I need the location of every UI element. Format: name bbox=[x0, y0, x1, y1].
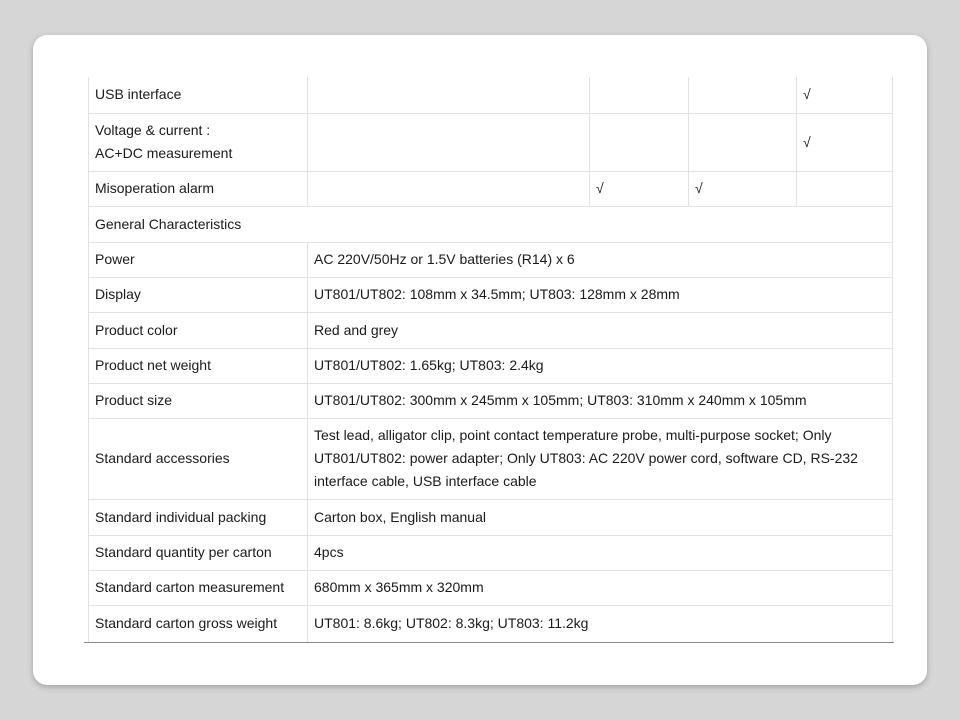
row-label: Product color bbox=[89, 312, 308, 348]
row-label: Standard carton gross weight bbox=[89, 605, 308, 642]
cell-model-d: √ bbox=[797, 113, 893, 171]
row-label: Misoperation alarm bbox=[89, 171, 308, 206]
table-row-carton-gross-weight bbox=[89, 605, 893, 642]
table-bottom-rule bbox=[84, 642, 894, 643]
row-label-line: Voltage & current : bbox=[95, 122, 211, 138]
row-value: AC 220V/50Hz or 1.5V batteries (R14) x 6 bbox=[308, 242, 893, 277]
table-row-voltage-current bbox=[89, 113, 893, 171]
row-value bbox=[308, 418, 893, 499]
section-header-row bbox=[89, 206, 893, 242]
row-value-line: Test lead, alligator clip, point contact temperature probe, multi-purpose socket; Only bbox=[314, 427, 832, 443]
row-value: 680mm x 365mm x 320mm bbox=[308, 570, 893, 605]
row-label: USB interface bbox=[89, 77, 308, 113]
cell-model-b bbox=[590, 77, 689, 113]
table-row-misoperation-alarm bbox=[89, 171, 893, 206]
cell-model-b bbox=[590, 113, 689, 171]
table-row-power bbox=[89, 242, 893, 277]
row-value: Carton box, English manual bbox=[308, 499, 893, 535]
spec-table bbox=[88, 77, 893, 643]
table-row-display bbox=[89, 277, 893, 312]
table-row-standard-accessories bbox=[89, 418, 893, 499]
row-label: Standard carton measurement bbox=[89, 570, 308, 605]
row-value-line: UT801/UT802: power adapter; Only UT803: AC 220V power cord, software CD, RS-232 bbox=[314, 450, 858, 466]
row-label bbox=[89, 113, 308, 171]
cell-model-d: √ bbox=[797, 77, 893, 113]
cell-model-c bbox=[689, 77, 797, 113]
row-value: Red and grey bbox=[308, 312, 893, 348]
row-label: Standard accessories bbox=[89, 418, 308, 499]
cell-model-d bbox=[797, 171, 893, 206]
table-row-product-size bbox=[89, 383, 893, 418]
row-value: UT801/UT802: 300mm x 245mm x 105mm; UT803: 310mm x 240mm x 105mm bbox=[308, 383, 893, 418]
cell-model-a bbox=[308, 113, 590, 171]
table-row-usb-interface bbox=[89, 77, 893, 113]
row-value: UT801/UT802: 108mm x 34.5mm; UT803: 128mm x 28mm bbox=[308, 277, 893, 312]
section-header: General Characteristics bbox=[89, 206, 893, 242]
cell-model-a bbox=[308, 77, 590, 113]
row-value-line: interface cable, USB interface cable bbox=[314, 473, 537, 489]
row-label-line: AC+DC measurement bbox=[95, 145, 233, 161]
table-row-individual-packing bbox=[89, 499, 893, 535]
row-value: UT801/UT802: 1.65kg; UT803: 2.4kg bbox=[308, 348, 893, 383]
row-label: Standard quantity per carton bbox=[89, 535, 308, 570]
slide-card bbox=[33, 35, 927, 685]
cell-model-b: √ bbox=[590, 171, 689, 206]
cell-model-c: √ bbox=[689, 171, 797, 206]
row-label: Display bbox=[89, 277, 308, 312]
row-label: Product net weight bbox=[89, 348, 308, 383]
cell-model-a bbox=[308, 171, 590, 206]
row-label: Power bbox=[89, 242, 308, 277]
table-row-product-color bbox=[89, 312, 893, 348]
row-value: 4pcs bbox=[308, 535, 893, 570]
table-row-carton-measurement bbox=[89, 570, 893, 605]
row-label: Standard individual packing bbox=[89, 499, 308, 535]
row-label: Product size bbox=[89, 383, 308, 418]
cell-model-c bbox=[689, 113, 797, 171]
table-row-net-weight bbox=[89, 348, 893, 383]
table-row-quantity-per-carton bbox=[89, 535, 893, 570]
row-value: UT801: 8.6kg; UT802: 8.3kg; UT803: 11.2kg bbox=[308, 605, 893, 642]
